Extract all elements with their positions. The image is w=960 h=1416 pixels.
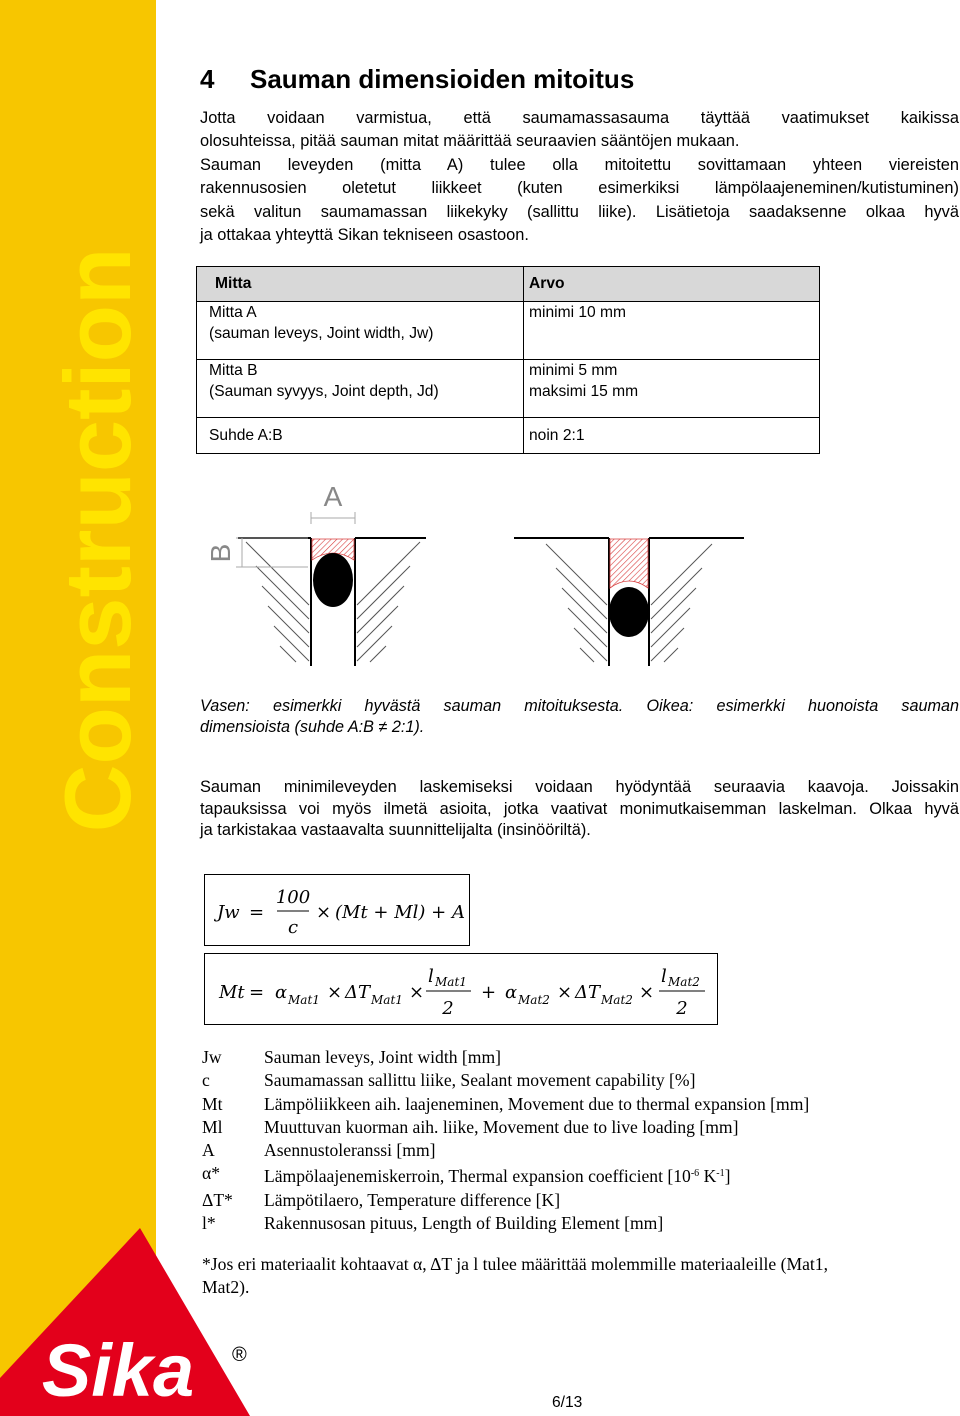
formula2-times-4: × (639, 982, 655, 1003)
formula1-rest: (Mt + Ml) + A (335, 902, 465, 923)
legend-row (202, 1162, 809, 1188)
table-cell (524, 302, 820, 360)
legend-superscript: -1 (716, 1168, 725, 1180)
row-value: minimi 10 mm (529, 304, 627, 321)
sidebar-band (0, 0, 156, 1416)
formula2-l-1: l (428, 966, 434, 987)
joint-diagram (196, 476, 766, 676)
legend-description: Lämpötilaero, Temperature difference [K] (264, 1189, 561, 1210)
footnote-line: Mat2). (202, 1277, 250, 1298)
paragraph-line: Sauman minimileveyden laskemiseksi voidaan hyödyntää seuraavia kaavoja. Joissakin (200, 778, 959, 796)
legend-description: Lämpöliikkeen aih. laajeneminen, Movement due to thermal expansion [mm] (264, 1093, 810, 1114)
formula2-sub-mat1: Mat1 (288, 993, 320, 1007)
caption-line: dimensioista (suhde A:B ≠ 2:1). (200, 718, 425, 736)
table-cell (197, 302, 524, 360)
legend-symbol: c (202, 1070, 210, 1091)
table-cell (524, 360, 820, 418)
intro-line: Sauman leveyden (mitta A) tulee olla mitoitettu sovittamaan yhteen viereisten (200, 155, 959, 174)
table-header-arvo: Arvo (524, 267, 820, 302)
row-value-2: maksimi 15 mm (529, 383, 639, 400)
bad-joint-example (514, 538, 744, 666)
formula2-sub-mat1b: Mat1 (371, 993, 403, 1007)
caption-line: Vasen: esimerkki hyvästä sauman mitoituksesta. Oikea: esimerkki huonoista sauman (200, 697, 959, 715)
formula2-equals: = (249, 982, 265, 1003)
row-sublabel: (Sauman syvyys, Joint depth, Jd) (209, 383, 439, 400)
formula1-denominator: c (287, 917, 299, 938)
row-label: Mitta A (209, 304, 257, 321)
row-label: Mitta B (209, 362, 258, 379)
formula2-deltat-2: ΔT (575, 982, 601, 1003)
section-number: 4 (200, 64, 215, 94)
row-value: minimi 5 mm (529, 362, 618, 379)
legend-symbol: ΔT* (202, 1189, 233, 1210)
legend-symbol: Jw (202, 1047, 222, 1067)
material-footnote (202, 1253, 960, 1300)
section-heading (200, 64, 634, 95)
section-title: Sauman dimensioiden mitoitus (250, 64, 635, 94)
table-row (197, 418, 820, 454)
legend-row (202, 1212, 809, 1235)
formula2-sub-mat2b: Mat2 (601, 993, 633, 1007)
table-header-mitta: Mitta (197, 267, 524, 302)
legend-row (202, 1093, 809, 1116)
legend-description: Asennustoleranssi [mm] (264, 1140, 436, 1161)
legend-desc-part: Lämpölaajenemiskerroin, Thermal expansion coefficient [10 (264, 1166, 691, 1187)
intro-paragraph (200, 107, 959, 247)
dimension-table (196, 266, 820, 454)
formula1-numerator: 100 (275, 887, 311, 908)
legend-symbol: Ml (202, 1116, 223, 1137)
formula2-alpha-1: α (275, 982, 288, 1003)
calculation-paragraph (200, 777, 959, 842)
intro-line: olosuhteissa, pitää sauman mitat määrittää seuraavien sääntöjen mukaan. (200, 132, 740, 151)
table-row (197, 360, 820, 418)
legend-row (202, 1139, 809, 1162)
legend-superscript: -6 (690, 1168, 700, 1180)
dimension-label-b: B (205, 543, 236, 563)
diagram-caption (200, 696, 959, 738)
table-cell (197, 418, 524, 454)
table-row (197, 302, 820, 360)
sidebar-title: Construction (45, 247, 150, 833)
intro-line: rakennusosien oletetut liikkeet (kuten esimerkiksi lämpölaajeneminen/kutistuminen) (200, 179, 959, 198)
footnote-line: *Jos eri materiaalit kohtaavat α, ΔT ja l tulee määrittää molemmille materiaaleille (Mat1, (202, 1254, 828, 1274)
legend-symbol: α* (202, 1163, 221, 1184)
legend-symbol: A (202, 1140, 215, 1161)
formula2-sub-mat2c: Mat2 (668, 975, 700, 989)
legend-description: Rakennusosan pituus, Length of Building Element [mm] (264, 1213, 664, 1234)
formula2-alpha-2: α (505, 982, 518, 1003)
table-header-row (197, 267, 820, 302)
row-value: noin 2:1 (529, 427, 585, 444)
formula2-times-1: × (327, 982, 343, 1003)
legend-description: Muuttuvan kuorman aih. liike, Movement due to live loading [mm] (264, 1116, 739, 1137)
intro-line: Jotta voidaan varmistua, että saumamassasauma täyttää vaatimukset kaikissa (200, 109, 959, 127)
formula-joint-width (204, 874, 470, 946)
formula-2-svg (205, 954, 717, 1024)
table-cell (524, 418, 820, 454)
formula2-deltat-1: ΔT (345, 982, 371, 1003)
row-label: Suhde A:B (209, 427, 283, 444)
formula2-two-2: 2 (676, 998, 688, 1019)
paragraph-line: tapauksissa voi myös ilmetä asioita, jotka vaativat monimutkaisemman laskelman. Olkaa hyvä (200, 799, 959, 818)
legend-symbol: Mt (202, 1093, 223, 1114)
intro-line: ja ottakaa yhteyttä Sikan tekniseen osastoon. (200, 226, 529, 245)
formula1-equals: = (249, 902, 265, 923)
legend-description: Sauman leveys, Joint width [mm] (264, 1047, 502, 1067)
symbol-legend (202, 1046, 809, 1235)
formula-thermal-movement (204, 953, 718, 1025)
paragraph-line: ja tarkistakaa vastaavalta suunnittelijalta (insinööriltä). (200, 821, 591, 840)
row-sublabel: (sauman leveys, Joint width, Jw) (209, 325, 434, 342)
formula2-sub-mat2: Mat2 (518, 993, 550, 1007)
legend-row (202, 1069, 809, 1092)
page-number: 6/13 (552, 1394, 583, 1411)
logo-text: Sika (41, 1329, 195, 1412)
legend-row (202, 1189, 809, 1212)
logo-registered-mark: ® (232, 1344, 247, 1366)
intro-line: sekä valitun saumamassan liikekyky (sallittu liike). Lisätietoja saadaksenne olkaa hyvä (200, 202, 959, 221)
formula2-sub-mat1c: Mat1 (435, 975, 467, 989)
formula1-lhs: Jw (217, 902, 240, 923)
legend-row (202, 1116, 809, 1139)
formula2-l-2: l (661, 966, 667, 987)
formula2-lhs: Mt (219, 982, 245, 1003)
legend-desc-part: K (699, 1166, 717, 1187)
formula2-plus: + (481, 982, 497, 1003)
legend-description: Saumamassan sallittu liike, Sealant movement capability [%] (264, 1070, 696, 1091)
formula2-two-1: 2 (442, 998, 454, 1019)
good-joint-example (205, 481, 426, 666)
formula-1-svg (205, 875, 469, 945)
dimension-label-a: A (323, 481, 343, 512)
legend-symbol: l* (202, 1213, 216, 1234)
table-cell (197, 360, 524, 418)
legend-desc-part: ] (724, 1166, 731, 1187)
formula2-times-2: × (409, 982, 425, 1003)
formula1-times: × (316, 902, 332, 923)
legend-row (202, 1046, 809, 1069)
legend-description (264, 1162, 730, 1188)
formula2-times-3: × (557, 982, 573, 1003)
